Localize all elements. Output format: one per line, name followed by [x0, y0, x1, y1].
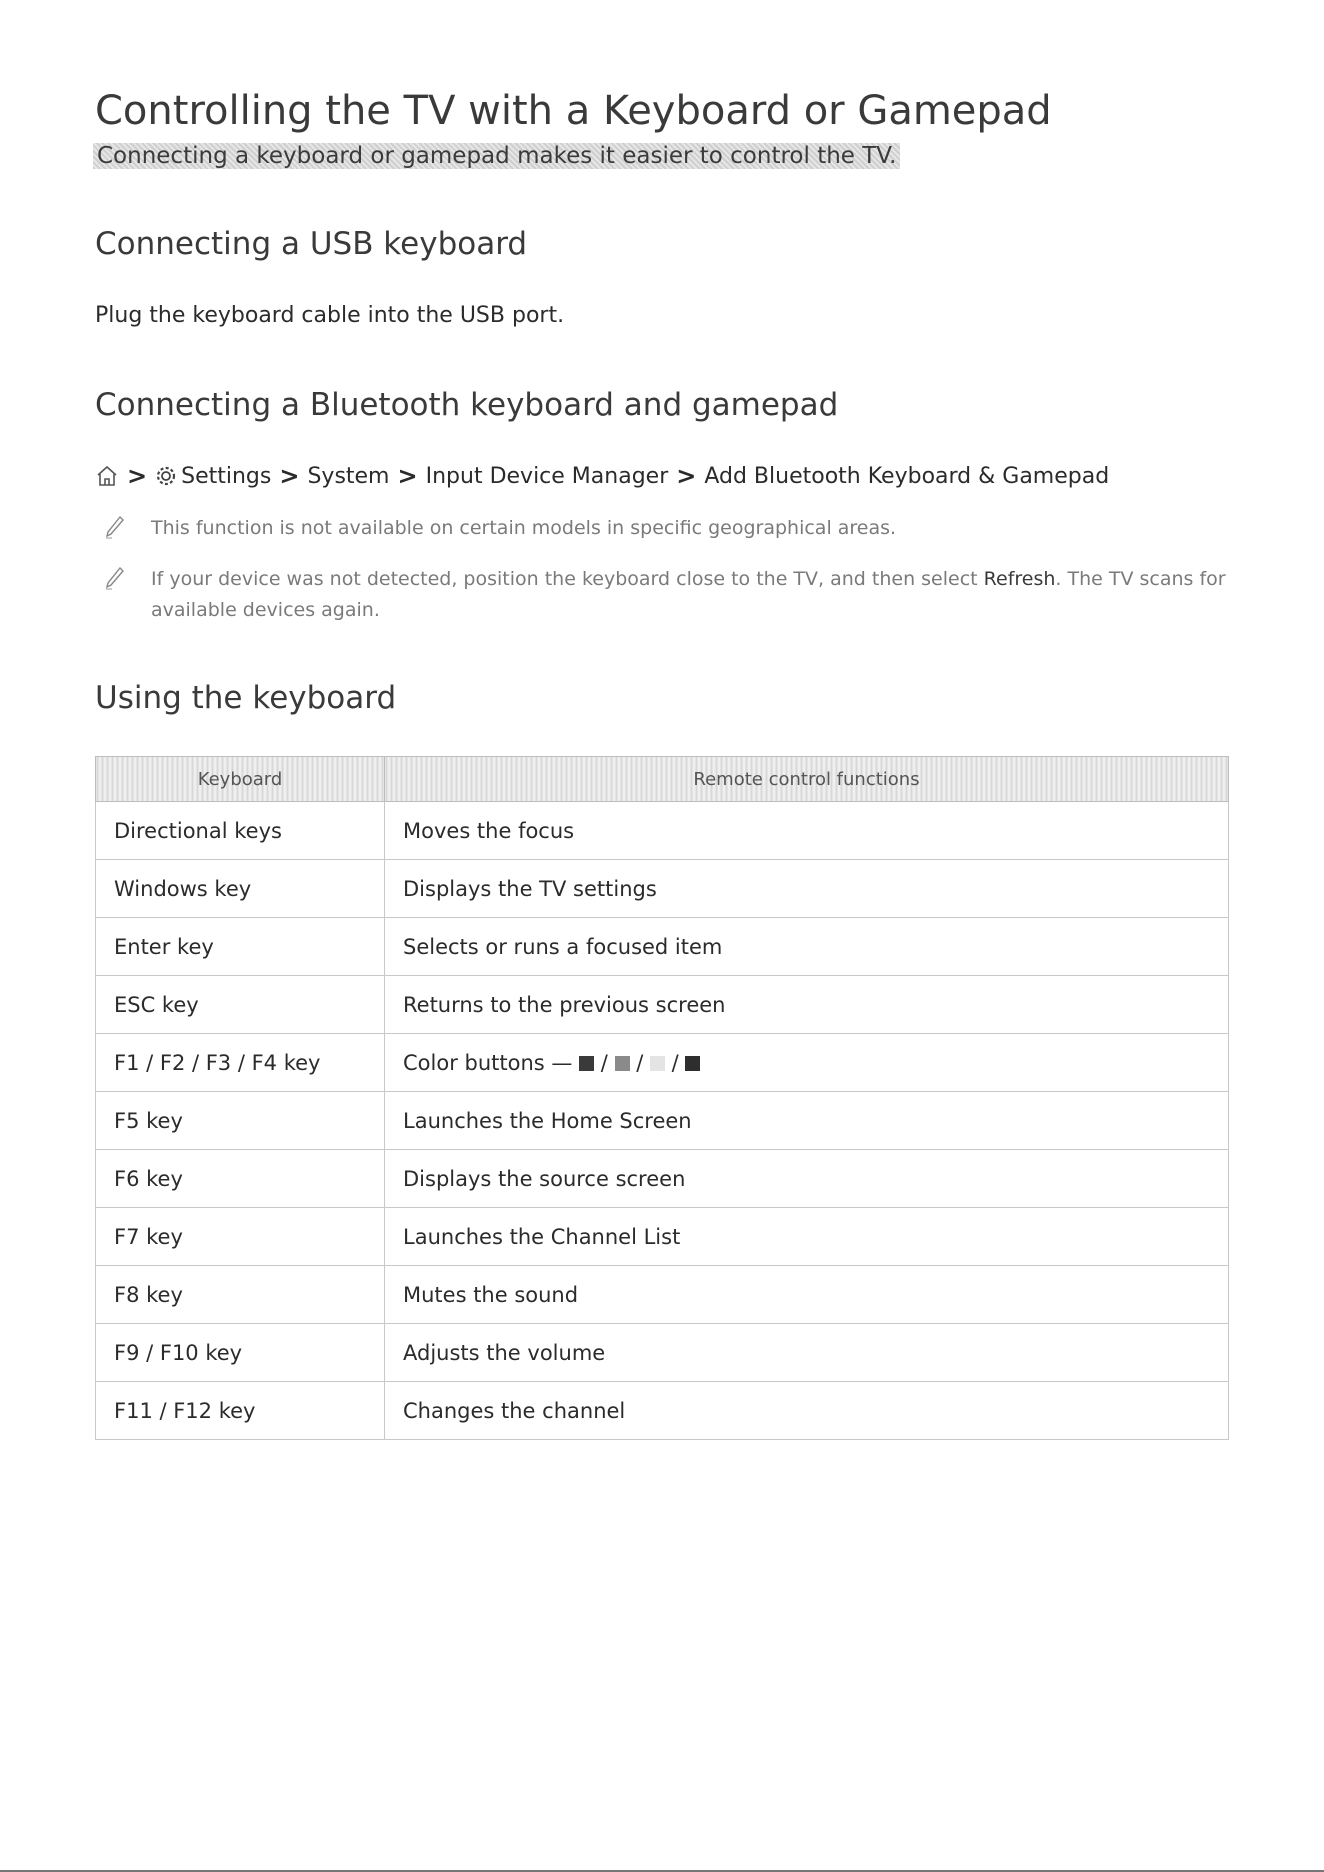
column-header-remote-functions: Remote control functions: [385, 757, 1229, 802]
slash: /: [600, 1050, 608, 1075]
key-cell: Windows key: [96, 860, 385, 918]
usb-heading: Connecting a USB keyboard: [95, 226, 528, 262]
page-title: Controlling the TV with a Keyboard or Gamepad: [95, 88, 1052, 134]
path-separator: >: [127, 462, 148, 490]
key-cell: Directional keys: [96, 802, 385, 860]
path-separator: >: [279, 462, 300, 490]
settings-path: [95, 462, 1109, 490]
note-availability: [95, 513, 1229, 544]
table-row: [96, 1092, 1229, 1150]
color-buttons-label: Color buttons —: [403, 1050, 573, 1075]
home-icon: [95, 465, 119, 487]
key-cell: F11 / F12 key: [96, 1382, 385, 1440]
note-refresh: [95, 564, 1229, 626]
yellow-button-icon: [650, 1056, 665, 1071]
note-text: This function is not available on certain models in specific geographical areas.: [151, 517, 897, 539]
note-text-part: If your device was not detected, position the keyboard close to the TV, and then select: [151, 568, 984, 590]
table-row: [96, 918, 1229, 976]
bluetooth-heading: Connecting a Bluetooth keyboard and gamepad: [95, 387, 839, 423]
function-cell: Displays the TV settings: [385, 860, 1229, 918]
table-row: [96, 860, 1229, 918]
note-text-part: . The TV scans for available devices again.: [151, 568, 1226, 621]
usb-instruction: Plug the keyboard cable into the USB port.: [95, 303, 565, 328]
key-cell: F7 key: [96, 1208, 385, 1266]
key-cell: F6 key: [96, 1150, 385, 1208]
gear-icon: [155, 465, 177, 487]
function-cell: Displays the source screen: [385, 1150, 1229, 1208]
function-cell: [385, 1034, 1229, 1092]
red-button-icon: [579, 1056, 594, 1071]
table-row: [96, 976, 1229, 1034]
key-cell: F8 key: [96, 1266, 385, 1324]
table-row: [96, 1150, 1229, 1208]
path-item-settings: Settings: [181, 463, 272, 489]
keyboard-table: [95, 756, 1229, 1440]
note-text: [151, 564, 1229, 626]
keyboard-heading: Using the keyboard: [95, 680, 397, 716]
key-cell: F1 / F2 / F3 / F4 key: [96, 1034, 385, 1092]
table-row: [96, 1266, 1229, 1324]
green-button-icon: [615, 1056, 630, 1071]
table-row: [96, 1208, 1229, 1266]
slash: /: [671, 1050, 679, 1075]
function-cell: Moves the focus: [385, 802, 1229, 860]
intro-text: Connecting a keyboard or gamepad makes it easier to control the TV.: [93, 143, 900, 169]
key-cell: F5 key: [96, 1092, 385, 1150]
path-separator: >: [397, 462, 418, 490]
table-row: [96, 802, 1229, 860]
function-cell: Adjusts the volume: [385, 1324, 1229, 1382]
function-cell: Mutes the sound: [385, 1266, 1229, 1324]
path-separator: >: [676, 462, 697, 490]
function-cell: Launches the Channel List: [385, 1208, 1229, 1266]
key-cell: ESC key: [96, 976, 385, 1034]
function-cell: Returns to the previous screen: [385, 976, 1229, 1034]
refresh-term: Refresh: [983, 568, 1056, 590]
key-cell: F9 / F10 key: [96, 1324, 385, 1382]
function-cell: Selects or runs a focused item: [385, 918, 1229, 976]
path-item-system: System: [307, 463, 390, 489]
path-item-add-bluetooth: Add Bluetooth Keyboard & Gamepad: [704, 463, 1110, 489]
path-item-input-device-manager: Input Device Manager: [425, 463, 669, 489]
function-cell: Launches the Home Screen: [385, 1092, 1229, 1150]
column-header-keyboard: Keyboard: [96, 757, 385, 802]
pencil-icon: [105, 515, 125, 549]
table-row: [96, 1034, 1229, 1092]
pencil-icon: [105, 566, 125, 600]
key-cell: Enter key: [96, 918, 385, 976]
blue-button-icon: [685, 1056, 700, 1071]
slash: /: [636, 1050, 644, 1075]
table-header-row: [96, 757, 1229, 802]
table-row: [96, 1382, 1229, 1440]
function-cell: Changes the channel: [385, 1382, 1229, 1440]
table-row: [96, 1324, 1229, 1382]
